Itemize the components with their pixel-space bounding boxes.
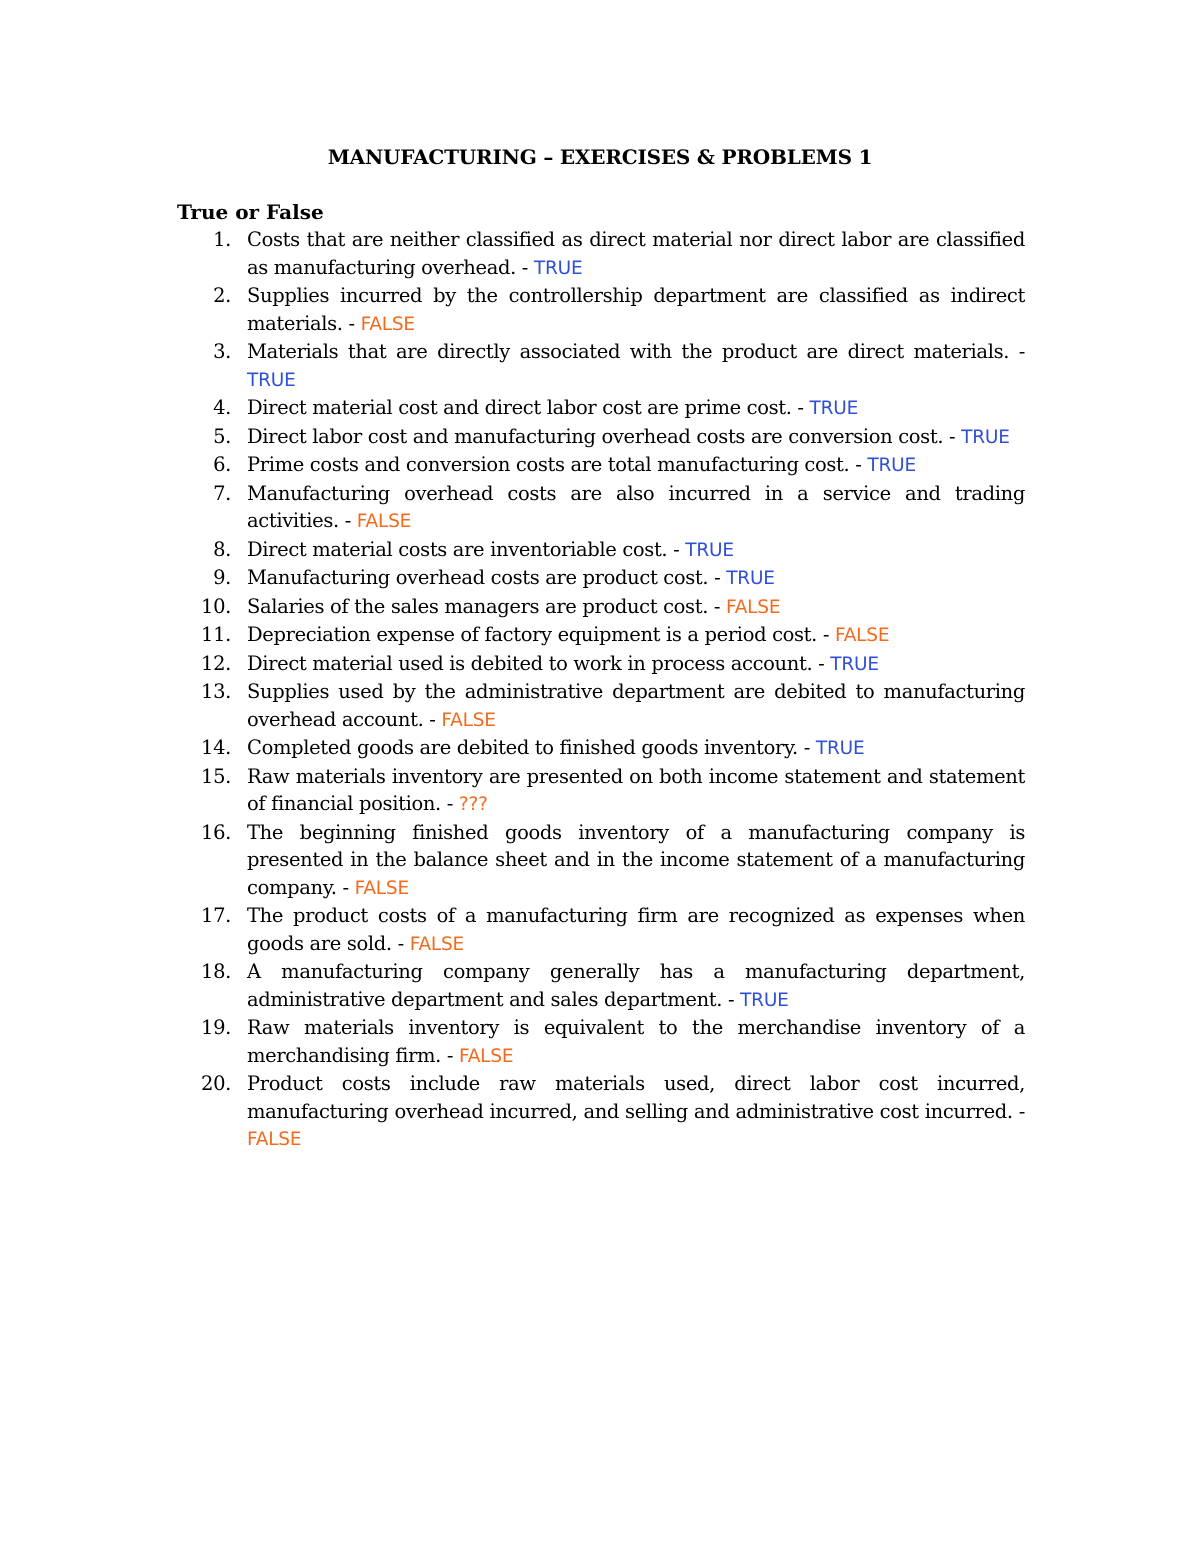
question-text: Salaries of the sales managers are product cost. - bbox=[247, 594, 721, 618]
question-text: A manufacturing company generally has a manufacturing department, administrative department and sales department. - bbox=[247, 960, 1025, 1011]
answer-label: FALSE bbox=[441, 709, 496, 731]
question-item bbox=[177, 819, 1025, 903]
answer-label: TRUE bbox=[685, 539, 734, 561]
question-text: Raw materials inventory is equivalent to the merchandise inventory of a merchandising firm. - bbox=[247, 1016, 1025, 1067]
question-number: 6. bbox=[213, 453, 231, 476]
question-number: 18. bbox=[201, 960, 231, 983]
question-number: 11. bbox=[201, 623, 231, 646]
question-number: 5. bbox=[213, 424, 231, 448]
answer-label: TRUE bbox=[867, 455, 916, 476]
question-item bbox=[177, 593, 1025, 622]
question-item bbox=[177, 394, 1025, 423]
question-number: 15. bbox=[201, 764, 231, 788]
question-number: 10. bbox=[201, 594, 231, 618]
question-item bbox=[177, 564, 1025, 593]
question-item bbox=[177, 338, 1025, 394]
question-number: 2. bbox=[213, 284, 231, 307]
question-number: 14. bbox=[201, 736, 231, 759]
question-number: 9. bbox=[213, 566, 231, 589]
question-text: Direct material costs are inventoriable cost. - bbox=[247, 537, 680, 561]
question-number: 4. bbox=[213, 396, 231, 419]
answer-label: ??? bbox=[458, 794, 488, 815]
question-text: Direct material used is debited to work in process account. - bbox=[247, 651, 825, 675]
section-heading: True or False bbox=[177, 200, 324, 224]
question-item bbox=[177, 763, 1025, 819]
answer-label: FALSE bbox=[834, 625, 890, 646]
document-title: MANUFACTURING – EXERCISES & PROBLEMS 1 bbox=[327, 145, 873, 169]
answer-label: TRUE bbox=[809, 398, 859, 419]
question-number: 3. bbox=[213, 340, 231, 363]
question-item bbox=[177, 480, 1025, 536]
question-item bbox=[177, 650, 1025, 679]
question-item bbox=[177, 1070, 1025, 1154]
question-item bbox=[177, 451, 1025, 480]
question-text: Prime costs and conversion costs are total manufacturing cost. - bbox=[247, 453, 862, 476]
answer-label: FALSE bbox=[458, 1045, 514, 1067]
question-text: Raw materials inventory are presented on both income statement and statement of financial position. - bbox=[247, 764, 1025, 815]
question-text: Manufacturing overhead costs are also incurred in a service and trading activities. - bbox=[247, 481, 1025, 532]
answer-label: TRUE bbox=[247, 369, 296, 391]
question-text: Supplies incurred by the controllership department are classified as indirect materials. - bbox=[247, 284, 1025, 335]
question-item bbox=[177, 902, 1025, 958]
question-text: Costs that are neither classified as direct material nor direct labor are classified as manufacturing overhead. - bbox=[247, 228, 1025, 279]
question-number: 20. bbox=[201, 1072, 231, 1095]
question-text: The beginning finished goods inventory of a manufacturing company is presented in the balance sheet and in the income statement of a manufacturing company. - bbox=[247, 820, 1025, 899]
question-number: 16. bbox=[201, 820, 231, 844]
question-number: 7. bbox=[213, 481, 231, 505]
question-text: Direct labor cost and manufacturing overhead costs are conversion cost. - bbox=[247, 424, 956, 448]
question-number: 19. bbox=[201, 1016, 231, 1039]
answer-label: FALSE bbox=[409, 933, 465, 955]
question-item bbox=[177, 226, 1025, 282]
answer-label: FALSE bbox=[356, 511, 412, 532]
question-item bbox=[177, 734, 1025, 763]
question-item bbox=[177, 282, 1025, 338]
answer-label: FALSE bbox=[725, 596, 781, 618]
answer-label: TRUE bbox=[815, 738, 865, 759]
answer-label: TRUE bbox=[830, 653, 879, 675]
question-item bbox=[177, 536, 1025, 565]
question-number: 13. bbox=[201, 680, 231, 703]
question-list bbox=[177, 226, 1025, 1154]
question-text: Direct material cost and direct labor cost are prime cost. - bbox=[247, 396, 804, 419]
question-number: 8. bbox=[213, 537, 231, 561]
question-text: Completed goods are debited to finished goods inventory. - bbox=[247, 736, 810, 759]
answer-label: TRUE bbox=[740, 989, 789, 1011]
question-text: Supplies used by the administrative department are debited to manufacturing overhead account. - bbox=[247, 680, 1025, 731]
answer-label: FALSE bbox=[354, 877, 409, 899]
answer-label: TRUE bbox=[533, 257, 583, 279]
question-number: 1. bbox=[213, 228, 231, 251]
question-text: The product costs of a manufacturing firm are recognized as expenses when goods are sold. - bbox=[247, 904, 1025, 955]
answer-label: FALSE bbox=[360, 313, 415, 335]
question-number: 12. bbox=[201, 651, 231, 675]
answer-label: TRUE bbox=[961, 426, 1010, 448]
answer-label: TRUE bbox=[726, 568, 775, 589]
question-text: Product costs include raw materials used, direct labor cost incurred, manufacturing overhead incurred, and selling and administrative cost incurred. - bbox=[247, 1072, 1025, 1123]
question-item bbox=[177, 621, 1025, 650]
question-text: Manufacturing overhead costs are product cost. - bbox=[247, 566, 721, 589]
question-item bbox=[177, 958, 1025, 1014]
question-text: Materials that are directly associated with the product are direct materials. - bbox=[247, 340, 1025, 363]
answer-label: FALSE bbox=[247, 1129, 302, 1150]
question-number: 17. bbox=[201, 904, 231, 927]
question-item bbox=[177, 423, 1025, 452]
question-text: Depreciation expense of factory equipment is a period cost. - bbox=[247, 623, 830, 646]
question-item bbox=[177, 678, 1025, 734]
question-item bbox=[177, 1014, 1025, 1070]
